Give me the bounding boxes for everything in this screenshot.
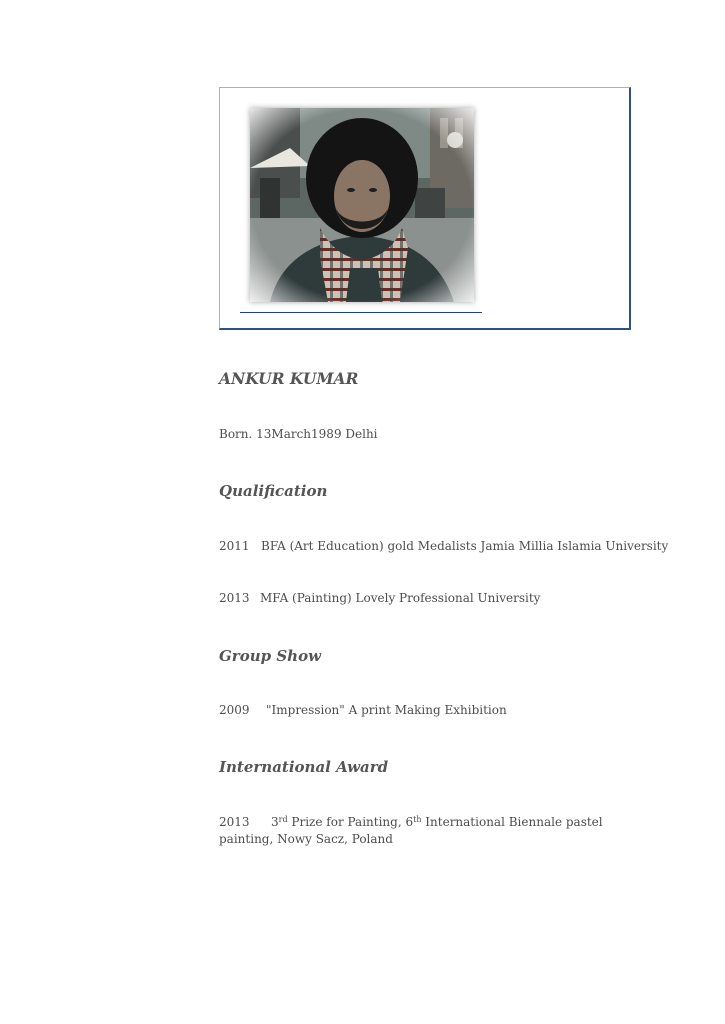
award-text-part1: Prize for Painting, — [287, 815, 406, 829]
award-ordinal-suffix: rd — [278, 815, 288, 824]
photo-frame — [219, 87, 631, 330]
entry-year: 2011 — [219, 539, 250, 553]
photo-underline-rule — [240, 312, 482, 313]
entry-year: 2013 — [219, 815, 250, 829]
entry-text: "Impression" A print Making Exhibition — [266, 703, 507, 717]
entry-text: BFA (Art Education) gold Medalists Jamia Millia Islamia University — [261, 539, 669, 553]
entry-year: 2009 — [219, 703, 250, 717]
award-text-part2: International Biennale pastel painting, Nowy Sacz, Poland — [219, 815, 603, 846]
award-entry — [219, 814, 629, 848]
entry-text: MFA (Painting) Lovely Professional University — [260, 591, 541, 605]
artist-name: ANKUR KUMAR — [219, 369, 359, 388]
group-show-heading: Group Show — [219, 647, 321, 665]
qualification-entry — [219, 591, 540, 605]
award-edition-suffix: th — [413, 815, 422, 824]
qualification-heading: Qualification — [219, 482, 328, 500]
group-show-entry — [219, 703, 507, 717]
qualification-entry — [219, 539, 668, 553]
award-ordinal-number: 3 — [271, 815, 279, 829]
international-award-heading: International Award — [219, 758, 389, 776]
award-edition-number: 6 — [405, 815, 414, 829]
artist-portrait-photo — [250, 108, 474, 302]
entry-year: 2013 — [219, 591, 250, 605]
birth-info: Born. 13March1989 Delhi — [219, 427, 378, 441]
